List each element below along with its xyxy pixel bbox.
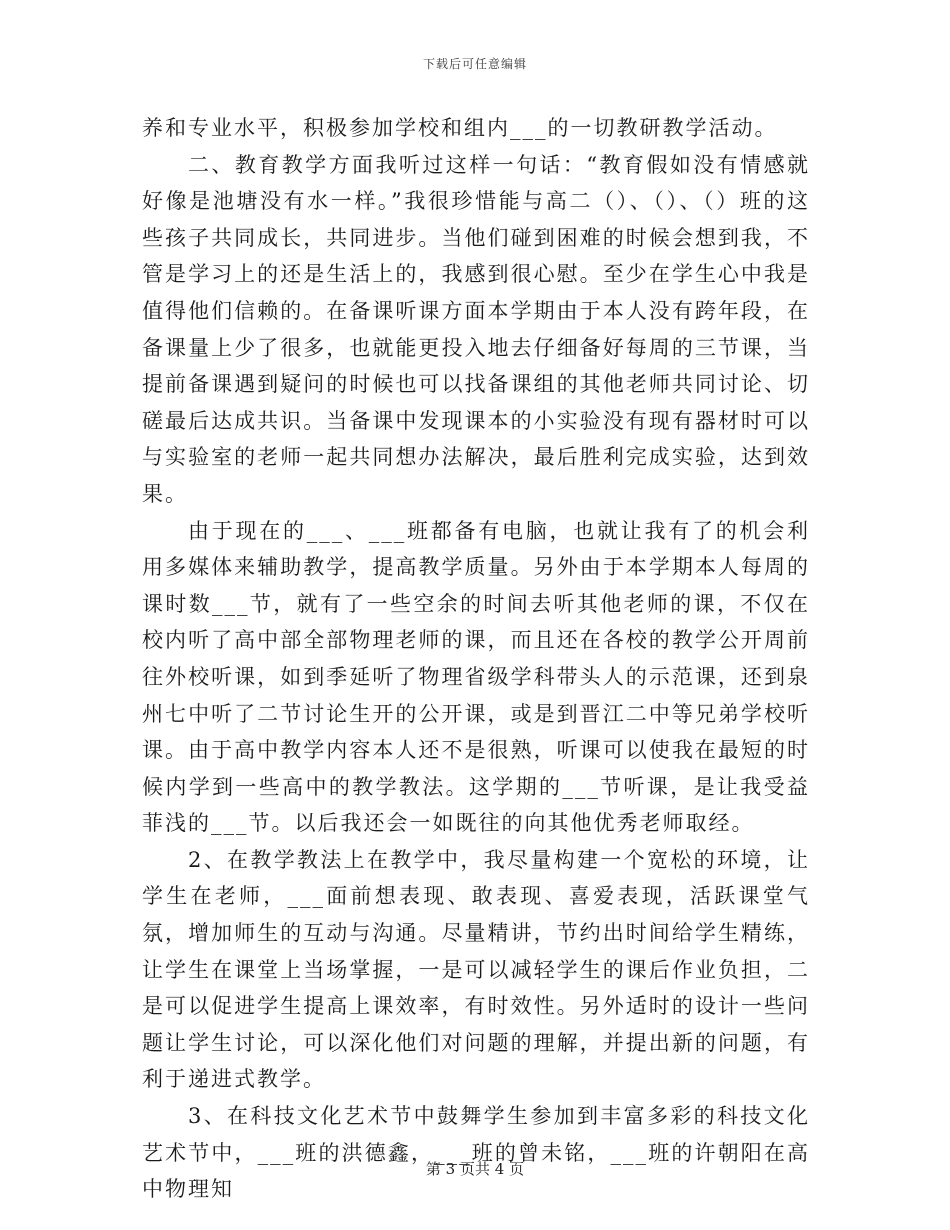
paragraph-teaching-section: 二、教育教学方面我听过这样一句话：“教育假如没有情感就好像是池塘没有水一样。”我很珍惜能与高二（）、（）、（）班的这些孩子共同成长，共同进步。当他们碰到困难的时候会想到我，不管是学习上的还是生活上的，我感到很心慰。至少在学生心中我是值得他们信赖的。在备课听课方面本学期由于本人没有跨年段，在备课量上少了很多，也就能更投入地去仔细备好每周的三节课，当提前备课遇到疑问的时候也可以找备课组的其他老师共同讨论、切磋最后达成共识。当备课中发现课本的小实验没有现有器材时可以与实验室的老师一起共同想办法解决，最后胜利完成实验，达到效果。 — [142, 152, 810, 506]
paragraph-science-festival: 3、在科技文化艺术节中鼓舞学生参加到丰富多彩的科技文化艺术节中，___班的洪德鑫，___班的曾未铭，___班的许朝阳在高中物理知 — [142, 1104, 810, 1202]
paragraph-multimedia-lessons: 由于现在的___、___班都备有电脑，也就让我有了的机会利用多媒体来辅助教学，提高教学质量。另外由于本学期本人每周的课时数___节，就有了一些空余的时间去听其他老师的课，不仅在校内听了高中部全部物理老师的课，而且还在各校的教学公开周前往外校听课，如到季延听了物理省级学科带头人的示范课，还到泉州七中听了二节讨论生开的公开课，或是到晋江二中等兄弟学校听课。由于高中教学内容本人还不是很熟，听课可以使我在最短的时候内学到一些高中的教学教法。这学期的___节听课，是让我受益菲浅的___节。以后我还会一如既往的向其他优秀老师取经。 — [142, 518, 810, 836]
page-header: 下载后可任意编辑 — [422, 57, 527, 71]
page-footer: 第 3 页共 4 页 — [425, 1160, 525, 1178]
paragraph-teaching-methods: 2、在教学教法上在教学中，我尽量构建一个宽松的环境，让学生在老师，___面前想表现、敢表现、喜爱表现，活跃课堂气氛，增加师生的互动与沟通。尽量精讲，节约出时间给学生精练，让学生在课堂上当场掌握，一是可以减轻学生的课后作业负担，二是可以促进学生提高上课效率，有时效性。另外适时的设计一些问题让学生讨论，可以深化他们对问题的理解，并提出新的问题，有利于递进式教学。 — [142, 847, 810, 1092]
paragraph-continuation: 养和专业水平，积极参加学校和组内___的一切教研教学活动。 — [142, 116, 778, 140]
document-body — [142, 110, 810, 1208]
